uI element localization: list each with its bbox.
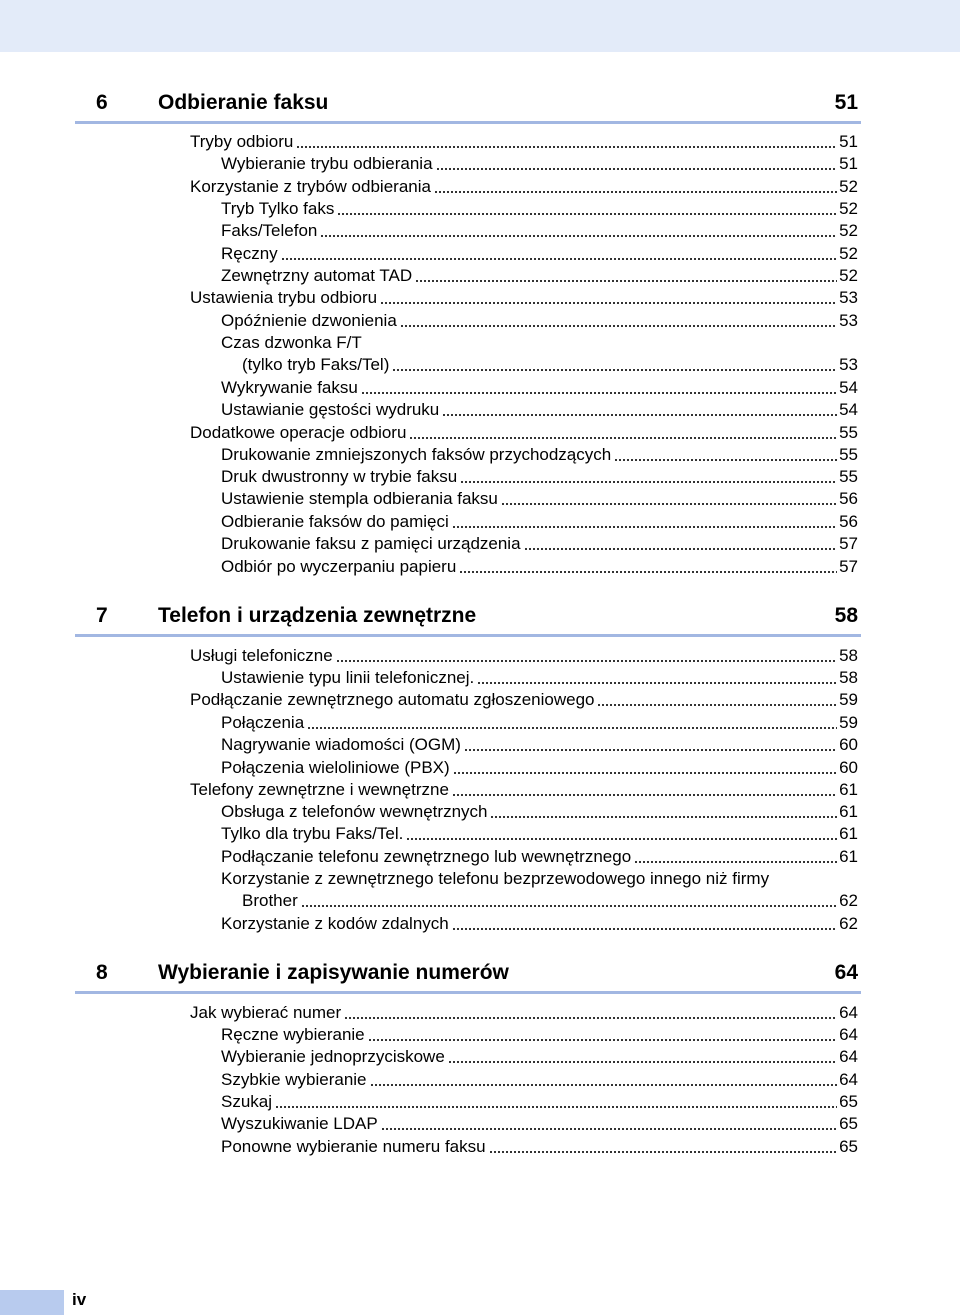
toc-entry[interactable]: Tryby odbioru 51	[190, 132, 858, 151]
header-band	[0, 0, 960, 52]
toc-entry[interactable]: Usługi telefoniczne 58	[190, 646, 858, 665]
toc-entry[interactable]: Wykrywanie faksu 54	[221, 378, 858, 397]
toc-page-number: 53	[839, 311, 858, 330]
leader-dots	[380, 302, 837, 304]
chapter-page: 51	[834, 91, 858, 114]
leader-dots	[281, 258, 837, 260]
toc-entry[interactable]: Połączenia wieloliniowe (PBX) 60	[221, 758, 858, 777]
toc-page-number: 64	[839, 1025, 858, 1044]
toc-page-number: 64	[839, 1047, 858, 1066]
toc-page-number: 62	[839, 891, 858, 910]
toc-page-number: 58	[839, 646, 858, 665]
leader-dots	[459, 571, 837, 573]
toc-entry[interactable]: Nagrywanie wiadomości (OGM) 60	[221, 735, 858, 754]
toc-page-number: 52	[839, 266, 858, 285]
toc-entry[interactable]: Dodatkowe operacje odbioru 55	[190, 423, 858, 442]
leader-dots	[434, 191, 837, 193]
chapter-number: 7	[96, 604, 108, 627]
leader-dots	[275, 1106, 837, 1108]
leader-dots	[320, 235, 837, 237]
leader-dots	[464, 749, 837, 751]
toc-entry[interactable]: Ustawianie gęstości wydruku 54	[221, 400, 858, 419]
leader-dots	[634, 861, 837, 863]
toc-entry[interactable]: Ustawienie stempla odbierania faksu 56	[221, 489, 858, 508]
toc-page-number: 56	[839, 512, 858, 531]
toc-entry[interactable]: Opóźnienie dzwonienia 53	[221, 311, 858, 330]
leader-dots	[614, 459, 837, 461]
toc-page-number: 53	[839, 355, 858, 374]
toc-entry[interactable]: Druk dwustronny w trybie faksu 55	[221, 467, 858, 486]
leader-dots	[409, 437, 837, 439]
footer-band	[0, 1290, 64, 1315]
leader-dots	[400, 325, 837, 327]
toc-page-number: 65	[839, 1114, 858, 1133]
toc-entry[interactable]: Obsługa z telefonów wewnętrznych 61	[221, 802, 858, 821]
leader-dots	[524, 548, 838, 550]
leader-dots	[368, 1039, 837, 1041]
toc-entry[interactable]: Korzystanie z kodów zdalnych 62	[221, 914, 858, 933]
toc-page-number: 52	[839, 221, 858, 240]
leader-dots	[381, 1128, 837, 1130]
toc-entry[interactable]: Ręczne wybieranie 64	[221, 1025, 858, 1044]
toc-entry[interactable]: Korzystanie z trybów odbierania 52	[190, 177, 858, 196]
toc-entry[interactable]: Telefony zewnętrzne i wewnętrzne 61	[190, 780, 858, 799]
leader-dots	[436, 168, 838, 170]
toc-entry-line[interactable]: Czas dzwonka F/T	[221, 333, 362, 352]
toc-page-number: 55	[839, 467, 858, 486]
toc-entry[interactable]: Szukaj 65	[221, 1092, 858, 1111]
toc-entry[interactable]: Jak wybierać numer 64	[190, 1003, 858, 1022]
toc-entry[interactable]: Podłączanie zewnętrznego automatu zgłoszeniowego 59	[190, 690, 858, 709]
leader-dots	[489, 1151, 837, 1153]
toc-page-number: 58	[839, 668, 858, 687]
toc-entry[interactable]: Połączenia 59	[221, 713, 858, 732]
toc-page-number: 59	[839, 713, 858, 732]
toc-page-number: 51	[839, 154, 858, 173]
toc-page-number: 55	[839, 423, 858, 442]
chapter-heading-8	[75, 955, 861, 994]
toc-entry[interactable]: Wyszukiwanie LDAP 65	[221, 1114, 858, 1133]
toc-entry[interactable]: Tryb Tylko faks 52	[221, 199, 858, 218]
toc-page-number: 64	[839, 1003, 858, 1022]
leader-dots	[415, 280, 837, 282]
toc-page-number: 55	[839, 445, 858, 464]
toc-entry[interactable]: Tylko dla trybu Faks/Tel. 61	[221, 824, 858, 843]
leader-dots	[452, 928, 837, 930]
leader-dots	[301, 905, 837, 907]
toc-page-number: 64	[839, 1070, 858, 1089]
toc-page-number: 54	[839, 378, 858, 397]
leader-dots	[392, 369, 837, 371]
toc-entry[interactable]: Ustawienie typu linii telefonicznej. 58	[221, 668, 858, 687]
toc-entry[interactable]: Ręczny 52	[221, 244, 858, 263]
toc-page-number: 65	[839, 1092, 858, 1111]
leader-dots	[296, 146, 837, 148]
toc-page-number: 60	[839, 758, 858, 777]
leader-dots	[452, 526, 837, 528]
leader-dots	[406, 838, 837, 840]
toc-page-number: 52	[839, 199, 858, 218]
toc-page-number: 53	[839, 288, 858, 307]
chapter-title: Odbieranie faksu	[158, 91, 329, 114]
toc-entry[interactable]: (tylko tryb Faks/Tel) 53	[242, 355, 858, 374]
chapter-number: 8	[96, 961, 108, 984]
toc-entry[interactable]: Ustawienia trybu odbioru 53	[190, 288, 858, 307]
toc-entry[interactable]: Zewnętrzny automat TAD 52	[221, 266, 858, 285]
leader-dots	[336, 660, 837, 662]
toc-page-number: 57	[839, 557, 858, 576]
leader-dots	[597, 704, 837, 706]
toc-entry[interactable]: Wybieranie jednoprzyciskowe 64	[221, 1047, 858, 1066]
toc-page-number: 61	[839, 847, 858, 866]
leader-dots	[448, 1061, 837, 1063]
leader-dots	[337, 213, 837, 215]
toc-entry[interactable]: Brother 62	[242, 891, 858, 910]
toc-entry[interactable]: Odbieranie faksów do pamięci 56	[221, 512, 858, 531]
chapter-number: 6	[96, 91, 108, 114]
chapter-page: 58	[834, 604, 858, 627]
toc-entry[interactable]: Szybkie wybieranie 64	[221, 1070, 858, 1089]
toc-entry[interactable]: Faks/Telefon 52	[221, 221, 858, 240]
leader-dots	[370, 1084, 838, 1086]
toc-page-number: 62	[839, 914, 858, 933]
toc-page-number: 56	[839, 489, 858, 508]
toc-page-number: 65	[839, 1137, 858, 1156]
chapter-title: Wybieranie i zapisywanie numerów	[158, 961, 509, 984]
leader-dots	[460, 481, 837, 483]
toc-page-number: 61	[839, 824, 858, 843]
toc-page-number: 54	[839, 400, 858, 419]
toc-entry[interactable]: Podłączanie telefonu zewnętrznego lub wewnętrznego 61	[221, 847, 858, 866]
leader-dots	[501, 503, 837, 505]
leader-dots	[442, 414, 837, 416]
toc-page-number: 57	[839, 534, 858, 553]
leader-dots	[452, 794, 837, 796]
leader-dots	[453, 772, 837, 774]
toc-entry[interactable]: Wybieranie trybu odbierania 51	[221, 154, 858, 173]
leader-dots	[490, 816, 837, 818]
toc-entry[interactable]: Ponowne wybieranie numeru faksu 65	[221, 1137, 858, 1156]
toc-page-number: 52	[839, 177, 858, 196]
page-number: iv	[72, 1290, 87, 1309]
chapter-heading-6	[75, 85, 861, 124]
leader-dots	[361, 392, 837, 394]
toc-entry[interactable]: Drukowanie zmniejszonych faksów przychodzących 55	[221, 445, 858, 464]
leader-dots	[344, 1017, 837, 1019]
toc-page-number: 59	[839, 690, 858, 709]
toc-page-number: 61	[839, 780, 858, 799]
toc-entry-line[interactable]: Korzystanie z zewnętrznego telefonu bezprzewodowego innego niż firmy	[221, 869, 770, 888]
chapter-title: Telefon i urządzenia zewnętrzne	[158, 604, 477, 627]
toc-entry[interactable]: Odbiór po wyczerpaniu papieru 57	[221, 557, 858, 576]
leader-dots	[477, 682, 837, 684]
toc-page-number: 60	[839, 735, 858, 754]
leader-dots	[307, 727, 837, 729]
toc-page-number: 61	[839, 802, 858, 821]
toc-entry[interactable]: Drukowanie faksu z pamięci urządzenia 57	[221, 534, 858, 553]
chapter-heading-7	[75, 598, 861, 637]
toc-page-number: 51	[839, 132, 858, 151]
toc-page-number: 52	[839, 244, 858, 263]
chapter-page: 64	[834, 961, 858, 984]
